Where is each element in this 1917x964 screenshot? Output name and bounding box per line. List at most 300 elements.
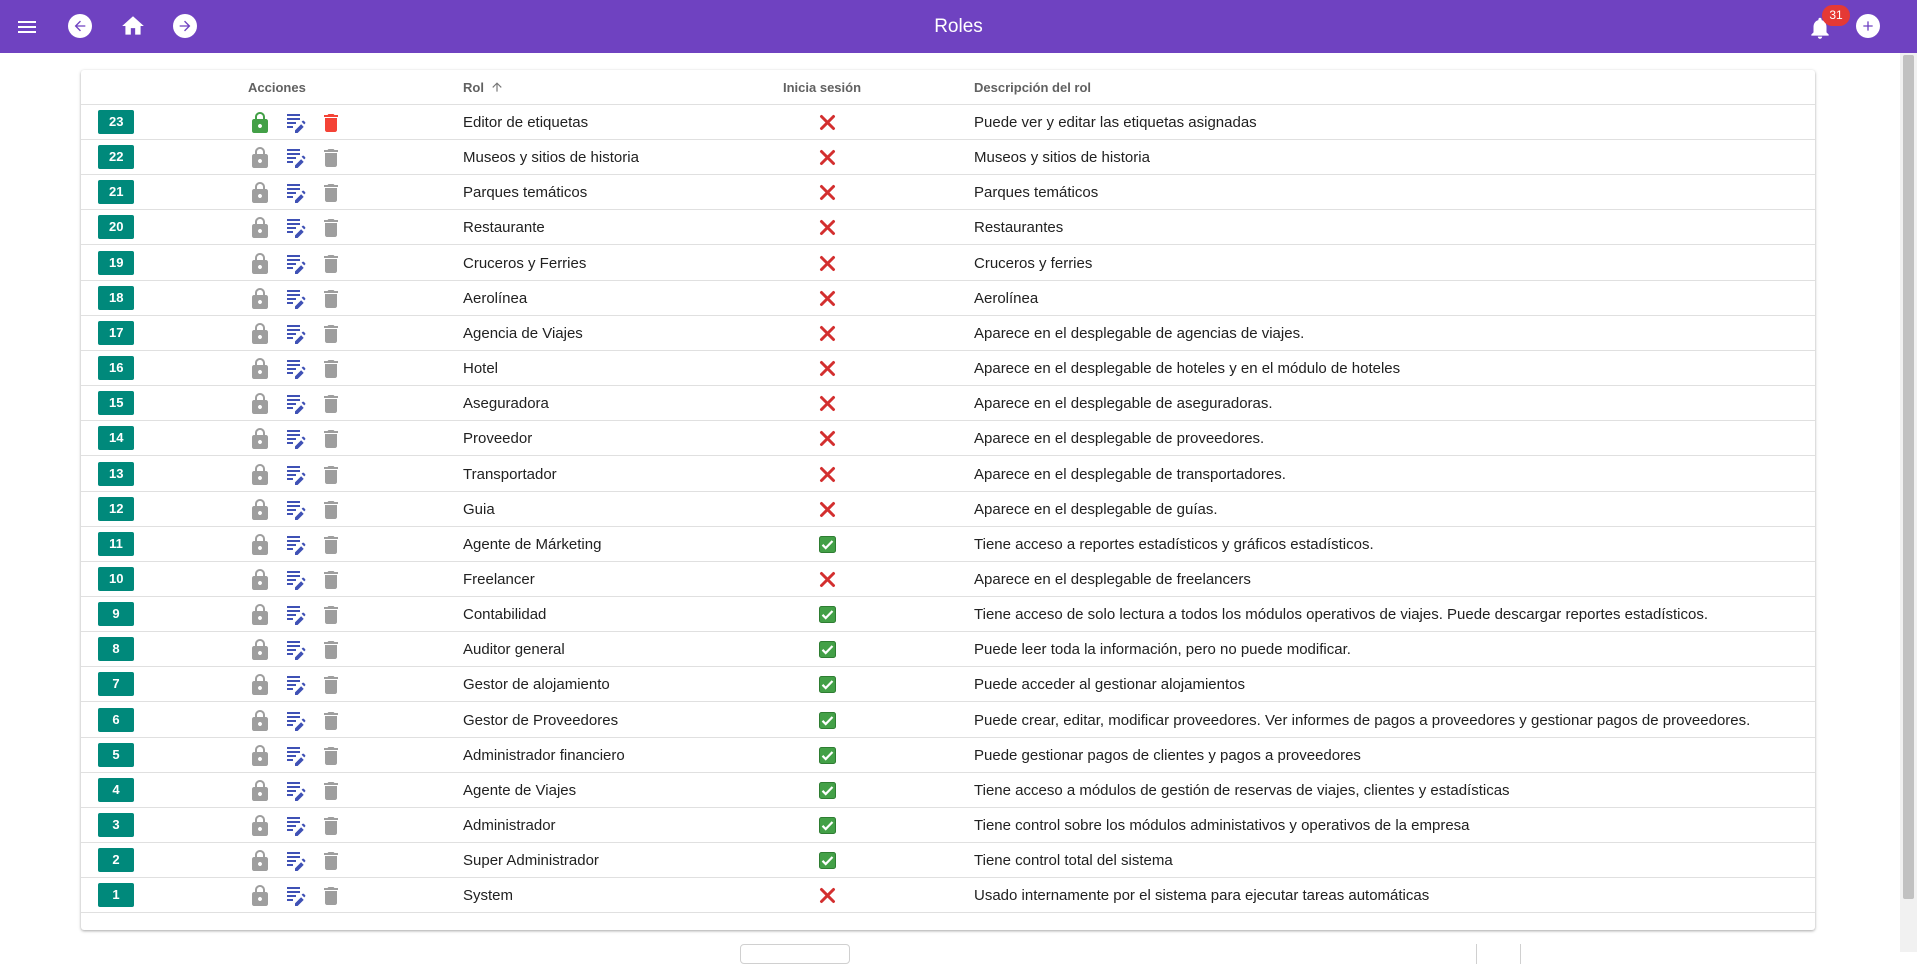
delete-role-button[interactable]: [319, 709, 343, 733]
login-status: [819, 395, 836, 412]
forward-button[interactable]: [173, 14, 197, 38]
toggle-lock-button[interactable]: [248, 392, 272, 416]
role-name: Super Administrador: [463, 852, 599, 870]
role-description: Puede ver y editar las etiquetas asignadas: [974, 114, 1257, 131]
table-row: [81, 703, 1815, 738]
cross-icon: [819, 149, 836, 166]
top-app-bar: [0, 0, 1917, 53]
login-status: [819, 219, 836, 236]
toggle-lock-button[interactable]: [248, 603, 272, 627]
lock-icon: [248, 216, 272, 240]
trash-icon: [319, 673, 343, 697]
delete-role-button[interactable]: [319, 673, 343, 697]
toggle-lock-button[interactable]: [248, 638, 272, 662]
table-row: [81, 105, 1815, 140]
role-id-chip: 17: [98, 321, 134, 345]
role-name: Parques temáticos: [463, 184, 588, 202]
role-id-chip: 23: [98, 110, 134, 134]
login-status: [819, 430, 836, 447]
toggle-lock-button[interactable]: [248, 779, 272, 803]
edit-role-button[interactable]: [284, 709, 308, 733]
edit-note-icon: [284, 849, 308, 873]
role-id-chip: 11: [98, 532, 134, 556]
trash-icon: [319, 111, 343, 135]
delete-role-button[interactable]: [319, 533, 343, 557]
login-status: [819, 325, 836, 342]
delete-role-button[interactable]: [319, 287, 343, 311]
edit-note-icon: [284, 252, 308, 276]
delete-role-button[interactable]: [319, 463, 343, 487]
trash-icon: [319, 814, 343, 838]
delete-role-button[interactable]: [319, 427, 343, 451]
scrollbar-thumb[interactable]: [1903, 55, 1914, 899]
cross-icon: [819, 430, 836, 447]
edit-role-button[interactable]: [284, 463, 308, 487]
role-name: Editor de etiquetas: [463, 114, 589, 131]
lock-icon: [248, 392, 272, 416]
edit-note-icon: [284, 463, 308, 487]
table-row: [81, 246, 1815, 281]
table-row: [81, 808, 1815, 843]
role-id-chip: 2: [98, 848, 134, 872]
lock-icon: [248, 533, 272, 557]
check-icon: [819, 606, 836, 623]
table-row: [81, 351, 1815, 386]
login-status: [819, 360, 836, 377]
login-status: [819, 782, 836, 799]
role-description: Tiene control sobre los módulos administativos y operativos de la empresa: [974, 817, 1470, 834]
trash-icon: [319, 498, 343, 522]
role-description: Aparece en el desplegable de transportadores.: [974, 465, 1286, 483]
toggle-lock-button[interactable]: [248, 568, 272, 592]
role-description: Aparece en el desplegable de hoteles y en el módulo de hoteles: [974, 360, 1401, 378]
role-id-chip: 8: [98, 637, 134, 661]
role-name: Administrador: [463, 817, 556, 834]
trash-icon: [319, 884, 343, 908]
role-description: Aparece en el desplegable de guías.: [974, 500, 1218, 518]
edit-role-button[interactable]: [284, 357, 308, 381]
edit-role-button[interactable]: [284, 603, 308, 627]
role-description: Puede leer toda la información, pero no puede modificar.: [974, 641, 1351, 659]
edit-note-icon: [284, 111, 308, 135]
role-id-chip: 5: [98, 743, 134, 767]
table-row: [81, 281, 1815, 316]
role-id-chip: 15: [98, 391, 134, 415]
lock-icon: [248, 427, 272, 451]
plus-icon: [1860, 18, 1876, 34]
lock-icon: [248, 744, 272, 768]
login-status: [819, 290, 836, 307]
role-name: Gestor de Proveedores: [463, 711, 619, 729]
role-description: Puede acceder al gestionar alojamientos: [974, 676, 1246, 694]
lock-icon: [248, 673, 272, 697]
table-row: [81, 527, 1815, 562]
role-id-chip: 14: [98, 426, 134, 450]
role-id-chip: 16: [98, 356, 134, 380]
table-row: [81, 386, 1815, 421]
edit-note-icon: [284, 884, 308, 908]
cross-icon: [819, 114, 836, 131]
lock-icon: [248, 814, 272, 838]
login-status: [819, 536, 836, 553]
lock-icon: [248, 709, 272, 733]
trash-icon: [319, 181, 343, 205]
delete-role-button[interactable]: [319, 638, 343, 662]
table-row: [81, 667, 1815, 702]
toggle-lock-button[interactable]: [248, 673, 272, 697]
edit-role-button[interactable]: [284, 638, 308, 662]
toggle-lock-button[interactable]: [248, 884, 272, 908]
toggle-lock-button[interactable]: [248, 146, 272, 170]
check-icon: [819, 676, 836, 693]
edit-role-button[interactable]: [284, 146, 308, 170]
table-row: [81, 492, 1815, 527]
sort-arrow-up-icon: [490, 80, 504, 94]
delete-role-button[interactable]: [319, 322, 343, 346]
edit-role-button[interactable]: [284, 252, 308, 276]
role-description: Puede crear, editar, modificar proveedores. Ver informes de pagos a proveedores y gestionar pagos de proveedores.: [974, 711, 1751, 729]
notification-count-badge: 31: [1822, 5, 1850, 26]
delete-role-button[interactable]: [319, 744, 343, 768]
edit-role-button[interactable]: [284, 533, 308, 557]
trash-icon: [319, 357, 343, 381]
edit-note-icon: [284, 814, 308, 838]
edit-role-button[interactable]: [284, 849, 308, 873]
login-status: [819, 747, 836, 764]
role-name: Aerolínea: [463, 289, 528, 307]
roles-table-card: [81, 70, 1815, 930]
edit-note-icon: [284, 744, 308, 768]
lock-icon: [248, 322, 272, 346]
role-description: Museos y sitios de historia: [974, 149, 1150, 167]
toggle-lock-button[interactable]: [248, 252, 272, 276]
role-id-chip: 7: [98, 672, 134, 696]
role-id-chip: 6: [98, 708, 134, 732]
role-id-chip: 20: [98, 215, 134, 239]
edit-note-icon: [284, 709, 308, 733]
table-row: [81, 316, 1815, 351]
role-description: Aparece en el desplegable de proveedores.: [974, 430, 1265, 448]
trash-icon: [319, 533, 343, 557]
login-status: [819, 676, 836, 693]
table-row: [81, 597, 1815, 632]
role-name: System: [463, 887, 514, 905]
lock-icon: [248, 568, 272, 592]
edit-note-icon: [284, 392, 308, 416]
role-description: Tiene acceso de solo lectura a todos los módulos operativos de viajes. Puede descargar reportes estadísticos.: [974, 606, 1709, 624]
delete-role-button[interactable]: [319, 357, 343, 381]
role-name: Contabilidad: [463, 606, 547, 624]
login-status: [819, 149, 836, 166]
table-row: [81, 175, 1815, 210]
role-description: Puede gestionar pagos de clientes y pagos a proveedores: [974, 746, 1361, 764]
menu-icon: [15, 15, 39, 39]
edit-note-icon: [284, 287, 308, 311]
login-status: [819, 712, 836, 729]
role-name: Auditor general: [463, 641, 565, 659]
edit-note-icon: [284, 638, 308, 662]
edit-role-button[interactable]: [284, 287, 308, 311]
edit-role-button[interactable]: [284, 427, 308, 451]
column-header-role-label: Rol: [463, 80, 484, 95]
lock-icon: [248, 463, 272, 487]
edit-note-icon: [284, 603, 308, 627]
delete-role-button[interactable]: [319, 146, 343, 170]
edit-role-button[interactable]: [284, 744, 308, 768]
login-status: [819, 114, 836, 131]
page-title: Roles: [934, 16, 983, 37]
edit-role-button[interactable]: [284, 779, 308, 803]
role-id-chip: 1: [98, 883, 134, 907]
delete-role-button[interactable]: [319, 252, 343, 276]
edit-role-button[interactable]: [284, 884, 308, 908]
role-name: Guia: [463, 500, 495, 518]
login-status: [819, 852, 836, 869]
table-header: [81, 70, 1815, 105]
check-icon: [819, 641, 836, 658]
cross-icon: [819, 501, 836, 518]
delete-role-button[interactable]: [319, 779, 343, 803]
lock-icon: [248, 779, 272, 803]
trash-icon: [319, 287, 343, 311]
table-row: [81, 632, 1815, 667]
role-description: Tiene control total del sistema: [974, 852, 1173, 870]
trash-icon: [319, 427, 343, 451]
trash-icon: [319, 252, 343, 276]
edit-role-button[interactable]: [284, 216, 308, 240]
menu-button[interactable]: [14, 14, 40, 40]
cross-icon: [819, 360, 836, 377]
toggle-lock-button[interactable]: [248, 463, 272, 487]
edit-note-icon: [284, 322, 308, 346]
lock-icon: [248, 498, 272, 522]
role-id-chip: 19: [98, 251, 134, 275]
trash-icon: [319, 568, 343, 592]
check-icon: [819, 817, 836, 834]
toggle-lock-button[interactable]: [248, 181, 272, 205]
trash-icon: [319, 146, 343, 170]
lock-icon: [248, 849, 272, 873]
edit-note-icon: [284, 146, 308, 170]
login-status: [819, 887, 836, 904]
login-status: [819, 571, 836, 588]
role-name: Agente de Viajes: [463, 781, 577, 799]
role-id-chip: 9: [98, 602, 134, 626]
add-role-button[interactable]: [1856, 14, 1880, 38]
toggle-lock-button[interactable]: [248, 427, 272, 451]
cross-icon: [819, 395, 836, 412]
pagination-next[interactable]: [1520, 944, 1550, 964]
cross-icon: [819, 571, 836, 588]
lock-icon: [248, 181, 272, 205]
trash-icon: [319, 638, 343, 662]
role-name: Hotel: [463, 360, 499, 378]
check-icon: [819, 782, 836, 799]
cross-icon: [819, 184, 836, 201]
lock-icon: [248, 146, 272, 170]
table-row: [81, 878, 1815, 913]
login-status: [819, 501, 836, 518]
login-status: [819, 255, 836, 272]
toggle-lock-button[interactable]: [248, 709, 272, 733]
arrow-left-icon: [72, 18, 88, 34]
home-button[interactable]: [120, 13, 146, 39]
lock-icon: [248, 287, 272, 311]
role-id-chip: 22: [98, 145, 134, 169]
edit-role-button[interactable]: [284, 498, 308, 522]
edit-note-icon: [284, 568, 308, 592]
toggle-lock-button[interactable]: [248, 287, 272, 311]
lock-icon: [248, 111, 272, 135]
table-row: [81, 210, 1815, 245]
column-header-login: Inicia sesión: [783, 80, 862, 95]
table-row: [81, 843, 1815, 878]
login-status: [819, 641, 836, 658]
role-description: Usado internamente por el sistema para ejecutar tareas automáticas: [974, 887, 1430, 905]
delete-role-button[interactable]: [319, 392, 343, 416]
login-status: [819, 184, 836, 201]
table-row: [81, 140, 1815, 175]
edit-note-icon: [284, 498, 308, 522]
table-row: [81, 738, 1815, 773]
role-description: Aparece en el desplegable de agencias de viajes.: [974, 324, 1305, 342]
role-description: Restaurantes: [974, 219, 1064, 237]
role-id-chip: 10: [98, 567, 134, 591]
table-row: [81, 773, 1815, 808]
check-icon: [819, 536, 836, 553]
role-name: Agencia de Viajes: [463, 324, 583, 342]
lock-icon: [248, 252, 272, 276]
edit-role-button[interactable]: [284, 392, 308, 416]
role-name: Gestor de alojamiento: [463, 676, 610, 694]
lock-icon: [248, 884, 272, 908]
home-icon: [120, 13, 146, 39]
edit-role-button[interactable]: [284, 673, 308, 697]
delete-role-button[interactable]: [319, 568, 343, 592]
login-status: [819, 817, 836, 834]
cross-icon: [819, 290, 836, 307]
delete-role-button[interactable]: [319, 216, 343, 240]
edit-role-button[interactable]: [284, 814, 308, 838]
trash-icon: [319, 709, 343, 733]
role-id-chip: 18: [98, 286, 134, 310]
toggle-lock-button[interactable]: [248, 111, 272, 135]
cross-icon: [819, 887, 836, 904]
role-id-chip: 3: [98, 813, 134, 837]
role-description: Aparece en el desplegable de aseguradoras.: [974, 395, 1273, 413]
check-icon: [819, 852, 836, 869]
table-row: [81, 457, 1815, 492]
role-description: Tiene acceso a módulos de gestión de reservas de viajes, clientes y estadísticas: [974, 781, 1510, 799]
role-description: Aparece en el desplegable de freelancers: [974, 570, 1251, 588]
edit-note-icon: [284, 779, 308, 803]
cross-icon: [819, 466, 836, 483]
cross-icon: [819, 325, 836, 342]
trash-icon: [319, 603, 343, 627]
toggle-lock-button[interactable]: [248, 849, 272, 873]
delete-role-button[interactable]: [319, 814, 343, 838]
column-header-description: Descripción del rol: [974, 80, 1092, 95]
vertical-scrollbar[interactable]: [1900, 53, 1917, 952]
role-id-chip: 21: [98, 180, 134, 204]
trash-icon: [319, 744, 343, 768]
arrow-right-icon: [177, 18, 193, 34]
edit-note-icon: [284, 357, 308, 381]
pagination-prev[interactable]: [1476, 944, 1506, 964]
toggle-lock-button[interactable]: [248, 357, 272, 381]
trash-icon: [319, 779, 343, 803]
trash-icon: [319, 216, 343, 240]
delete-role-button[interactable]: [319, 884, 343, 908]
toggle-lock-button[interactable]: [248, 322, 272, 346]
role-name: Proveedor: [463, 430, 533, 448]
toggle-lock-button[interactable]: [248, 216, 272, 240]
edit-note-icon: [284, 427, 308, 451]
role-id-chip: 12: [98, 497, 134, 521]
column-header-role[interactable]: [463, 70, 504, 105]
role-name: Cruceros y Ferries: [463, 254, 587, 272]
trash-icon: [319, 849, 343, 873]
delete-role-button[interactable]: [319, 603, 343, 627]
trash-icon: [319, 392, 343, 416]
edit-role-button[interactable]: [284, 568, 308, 592]
edit-role-button[interactable]: [284, 111, 308, 135]
role-id-chip: 4: [98, 778, 134, 802]
role-name: Freelancer: [463, 570, 535, 588]
column-header-actions: Acciones: [248, 80, 306, 95]
cross-icon: [819, 219, 836, 236]
toggle-lock-button[interactable]: [248, 498, 272, 522]
role-name: Administrador financiero: [463, 746, 625, 764]
role-description: Parques temáticos: [974, 184, 1099, 202]
role-name: Aseguradora: [463, 395, 549, 413]
lock-icon: [248, 357, 272, 381]
table-row: [81, 562, 1815, 597]
check-icon: [819, 747, 836, 764]
role-description: Aerolínea: [974, 289, 1039, 307]
delete-role-button[interactable]: [319, 181, 343, 205]
delete-role-button[interactable]: [319, 498, 343, 522]
rows-per-page-select[interactable]: [740, 944, 850, 964]
role-name: Museos y sitios de historia: [463, 149, 639, 167]
back-button[interactable]: [68, 14, 92, 38]
edit-role-button[interactable]: [284, 181, 308, 205]
check-icon: [819, 712, 836, 729]
edit-note-icon: [284, 673, 308, 697]
lock-icon: [248, 638, 272, 662]
cross-icon: [819, 255, 836, 272]
toggle-lock-button[interactable]: [248, 744, 272, 768]
trash-icon: [319, 322, 343, 346]
role-description: Cruceros y ferries: [974, 254, 1093, 272]
role-name: Transportador: [463, 465, 557, 483]
role-name: Restaurante: [463, 219, 545, 237]
delete-role-button[interactable]: [319, 111, 343, 135]
edit-note-icon: [284, 533, 308, 557]
table-row: [81, 421, 1815, 456]
toggle-lock-button[interactable]: [248, 533, 272, 557]
toggle-lock-button[interactable]: [248, 814, 272, 838]
lock-icon: [248, 603, 272, 627]
role-description: Tiene acceso a reportes estadísticos y gráficos estadísticos.: [974, 535, 1374, 553]
login-status: [819, 606, 836, 623]
edit-note-icon: [284, 216, 308, 240]
role-id-chip: 13: [98, 462, 134, 486]
edit-note-icon: [284, 181, 308, 205]
edit-role-button[interactable]: [284, 322, 308, 346]
delete-role-button[interactable]: [319, 849, 343, 873]
login-status: [819, 466, 836, 483]
